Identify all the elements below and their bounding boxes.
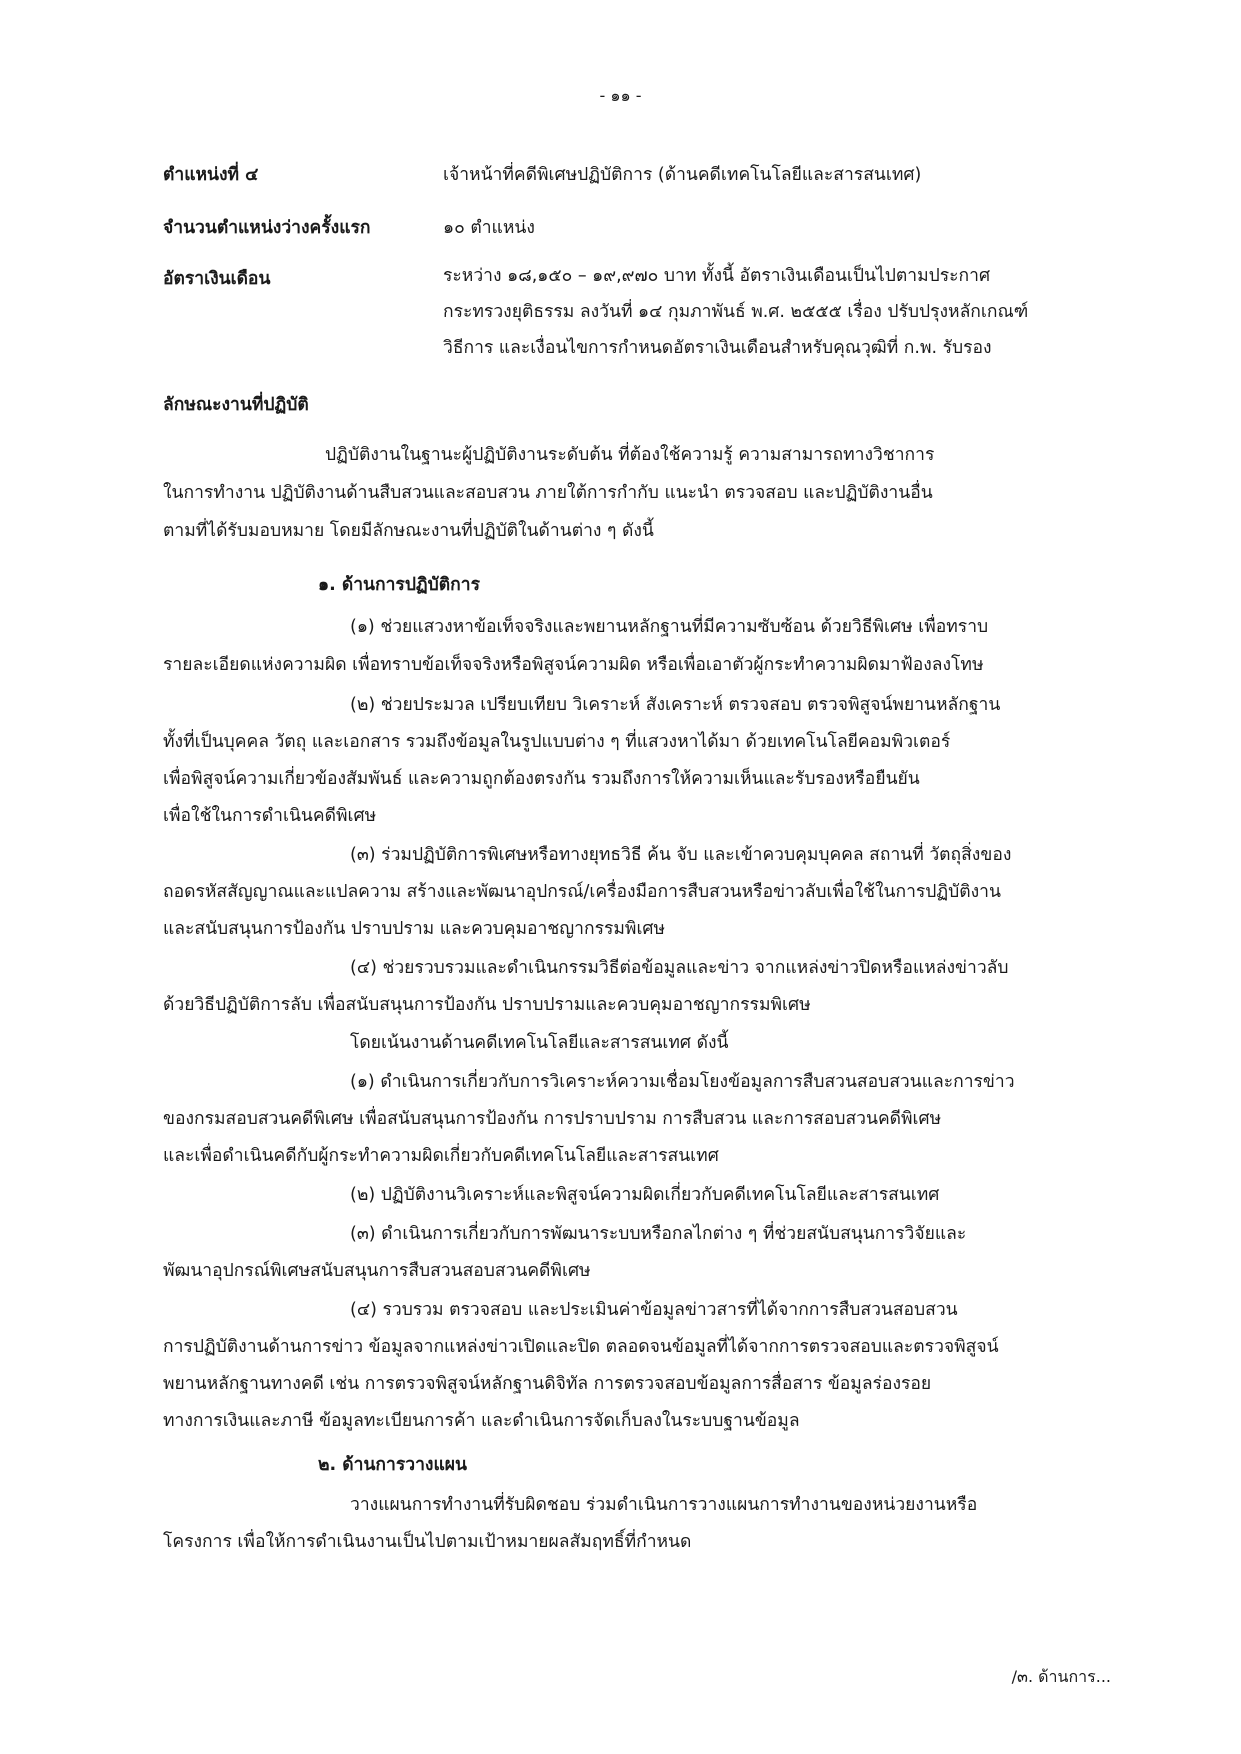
focus-item-line: (๓) ดำเนินการเกี่ยวกับการพัฒนาระบบหรือกลไกต่าง ๆ ที่ช่วยสนับสนุนการวิจัยและ bbox=[350, 1224, 967, 1244]
focus-item-line: ทางการเงินและภาษี ข้อมูลทะเบียนการค้า และดำเนินการจัดเก็บลงในระบบฐานข้อมูล bbox=[163, 1411, 800, 1431]
intro-line: ปฏิบัติงานในฐานะผู้ปฏิบัติงานระดับต้น ที่ต้องใช้ความรู้ ความสามารถทางวิชาการ bbox=[325, 445, 935, 465]
section1-item-line: ทั้งที่เป็นบุคคล วัตถุ และเอกสาร รวมถึงข้อมูลในรูปแบบต่าง ๆ ที่แสวงหาได้มา ด้วยเทคโนโลยีคอมพิวเตอร์ bbox=[163, 732, 951, 752]
section1-item-line: เพื่อใช้ในการดำเนินคดีพิเศษ bbox=[163, 806, 377, 826]
focus-item-line: พยานหลักฐานทางคดี เช่น การตรวจพิสูจน์หลักฐานดิจิทัล การตรวจสอบข้อมูลการสื่อสาร ข้อมูลร่องรอย bbox=[163, 1374, 932, 1394]
section2-heading: ๒. ด้านการวางแผน bbox=[318, 1455, 467, 1475]
vacancy-value: ๑๐ ตำแหน่ง bbox=[443, 218, 535, 238]
salary-label: อัตราเงินเดือน bbox=[163, 269, 271, 289]
salary-value bbox=[443, 258, 1028, 366]
section2-line: โครงการ เพื่อให้การดำเนินงานเป็นไปตามเป้าหมายผลสัมฤทธิ์ที่กำหนด bbox=[163, 1532, 692, 1552]
focus-item-line: (๑) ดำเนินการเกี่ยวกับการวิเคราะห์ความเชื่อมโยงข้อมูลการสืบสวนสอบสวนและการข่าว bbox=[350, 1072, 1015, 1092]
section1-heading: ๑. ด้านการปฏิบัติการ bbox=[318, 575, 480, 595]
position-label: ตำแหน่งที่ ๔ bbox=[163, 165, 259, 185]
salary-line: ระหว่าง ๑๘,๑๕๐ – ๑๙,๙๗๐ บาท ทั้งนี้ อัตราเงินเดือนเป็นไปตามประกาศ bbox=[443, 266, 991, 286]
focus-item-line: พัฒนาอุปกรณ์พิเศษสนับสนุนการสืบสวนสอบสวนคดีพิเศษ bbox=[163, 1261, 591, 1281]
section1-item-line: ถอดรหัสสัญญาณและแปลความ สร้างและพัฒนาอุปกรณ์/เครื่องมือการสืบสวนหรือข่าวลับเพื่อใช้ในการปฏิบัติงาน bbox=[163, 882, 1001, 902]
continuation-note: /๓. ด้านการ... bbox=[1011, 1667, 1111, 1686]
salary-line: วิธีการ และเงื่อนไขการกำหนดอัตราเงินเดือนสำหรับคุณวุฒิที่ ก.พ. รับรอง bbox=[443, 338, 992, 358]
focus-item-line: (๔) รวบรวม ตรวจสอบ และประเมินค่าข้อมูลข่าวสารที่ได้จากการสืบสวนสอบสวน bbox=[350, 1300, 958, 1320]
section1-item-line: และสนับสนุนการป้องกัน ปราบปราม และควบคุมอาชญากรรมพิเศษ bbox=[163, 919, 666, 939]
section1-item-line: (๔) ช่วยรวบรวมและดำเนินกรรมวิธีต่อข้อมูลและข่าว จากแหล่งข่าวปิดหรือแหล่งข่าวลับ bbox=[350, 958, 1009, 978]
vacancy-label: จำนวนตำแหน่งว่างครั้งแรก bbox=[163, 218, 371, 238]
section1-item-line: เพื่อพิสูจน์ความเกี่ยวข้องสัมพันธ์ และความถูกต้องตรงกัน รวมถึงการให้ความเห็นและรับรองหรือยืนยัน bbox=[163, 769, 920, 789]
section1-item-line: (๓) ร่วมปฏิบัติการพิเศษหรือทางยุทธวิธี ค้น จับ และเข้าควบคุมบุคคล สถานที่ วัตถุสิ่งของ bbox=[350, 845, 1012, 865]
section1-item-line: รายละเอียดแห่งความผิด เพื่อทราบข้อเท็จจริงหรือพิสูจน์ความผิด หรือเพื่อเอาตัวผู้กระทำความผิดมาฟ้องลงโทษ bbox=[163, 655, 984, 675]
intro-line: ตามที่ได้รับมอบหมาย โดยมีลักษณะงานที่ปฏิบัติในด้านต่าง ๆ ดังนี้ bbox=[163, 521, 654, 541]
section1-item-line: (๑) ช่วยแสวงหาข้อเท็จจริงและพยานหลักฐานที่มีความซับซ้อน ด้วยวิธีพิเศษ เพื่อทราบ bbox=[350, 617, 989, 637]
focus-item-line: และเพื่อดำเนินคดีกับผู้กระทำความผิดเกี่ยวกับคดีเทคโนโลยีและสารสนเทศ bbox=[163, 1146, 719, 1166]
focus-item-line: (๒) ปฏิบัติงานวิเคราะห์และพิสูจน์ความผิดเกี่ยวกับคดีเทคโนโลยีและสารสนเทศ bbox=[350, 1185, 940, 1205]
focus-intro: โดยเน้นงานด้านคดีเทคโนโลยีและสารสนเทศ ดังนี้ bbox=[350, 1033, 729, 1053]
focus-item-line: ของกรมสอบสวนคดีพิเศษ เพื่อสนับสนุนการป้องกัน การปราบปราม การสืบสวน และการสอบสวนคดีพิเศษ bbox=[163, 1109, 942, 1129]
duties-heading: ลักษณะงานที่ปฏิบัติ bbox=[163, 395, 309, 415]
page-number: - ๑๑ - bbox=[599, 86, 642, 105]
salary-line: กระทรวงยุติธรรม ลงวันที่ ๑๔ กุมภาพันธ์ พ.ศ. ๒๕๕๕ เรื่อง ปรับปรุงหลักเกณฑ์ bbox=[443, 302, 1029, 322]
section1-item-line: ด้วยวิธีปฏิบัติการลับ เพื่อสนับสนุนการป้องกัน ปราบปรามและควบคุมอาชญากรรมพิเศษ bbox=[163, 995, 811, 1015]
section1-item-line: (๒) ช่วยประมวล เปรียบเทียบ วิเคราะห์ สังเคราะห์ ตรวจสอบ ตรวจพิสูจน์พยานหลักฐาน bbox=[350, 695, 1001, 715]
focus-item-line: การปฏิบัติงานด้านการข่าว ข้อมูลจากแหล่งข่าวเปิดและปิด ตลอดจนข้อมูลที่ได้จากการตรวจสอบและตรวจพิสูจน์ bbox=[163, 1337, 999, 1357]
intro-line: ในการทำงาน ปฏิบัติงานด้านสืบสวนและสอบสวน ภายใต้การกำกับ แนะนำ ตรวจสอบ และปฏิบัติงานอื่น bbox=[163, 483, 933, 503]
position-value: เจ้าหน้าที่คดีพิเศษปฏิบัติการ (ด้านคดีเทคโนโลยีและสารสนเทศ) bbox=[443, 165, 922, 185]
section2-line: วางแผนการทำงานที่รับผิดชอบ ร่วมดำเนินการวางแผนการทำงานของหน่วยงานหรือ bbox=[350, 1495, 978, 1515]
